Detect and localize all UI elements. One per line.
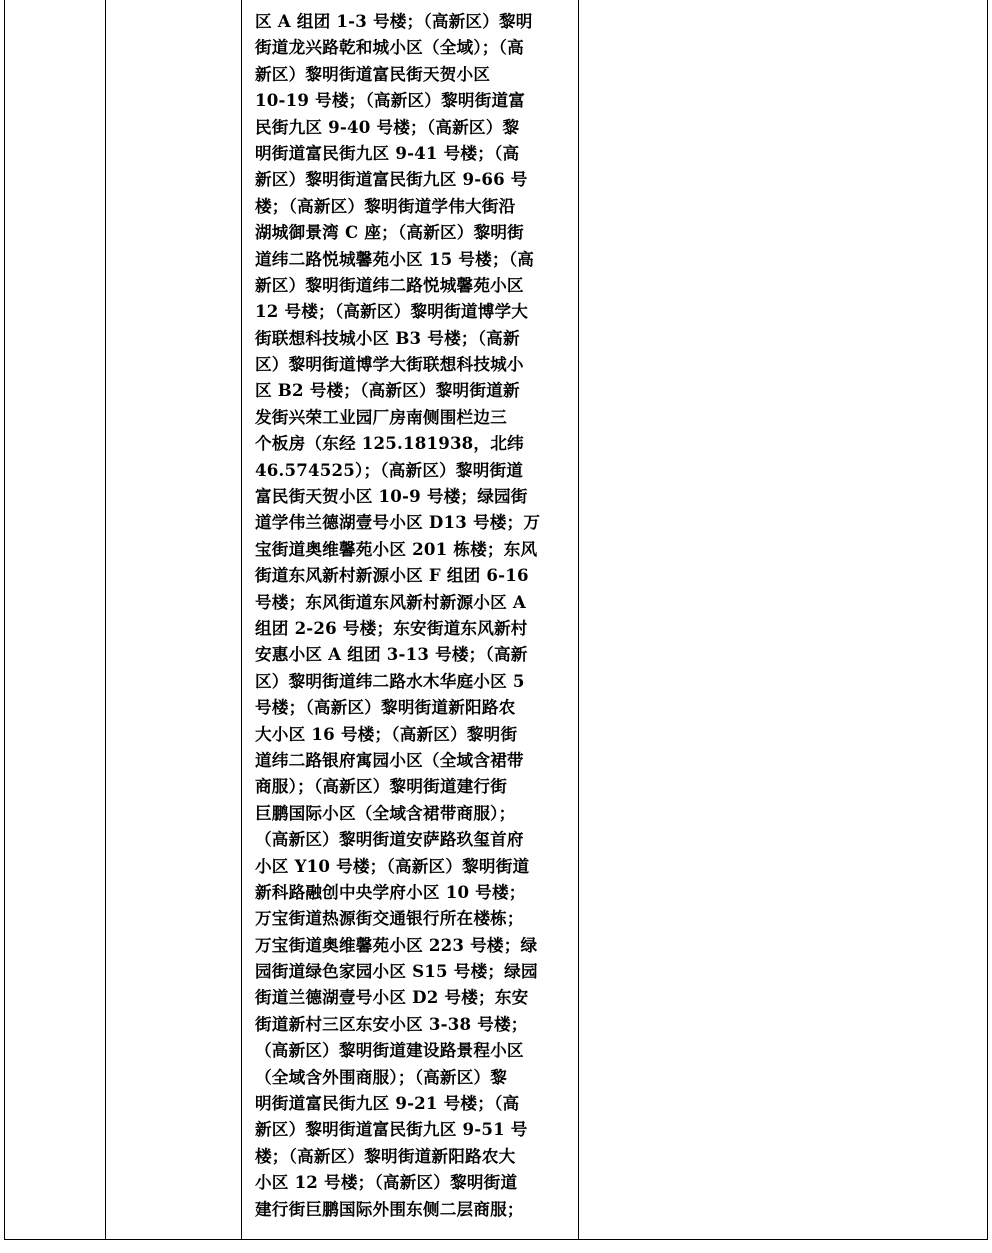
address-line: 万宝街道热源街交通银行所在楼栋；	[255, 908, 524, 929]
address-line: 安惠小区 A 组团 3-13 号楼；（高新	[255, 644, 528, 665]
address-line: 新区）黎明街道纬二路悦城馨苑小区	[255, 274, 524, 295]
address-line: 新科路融创中央学府小区 10 号楼；	[255, 881, 526, 902]
address-line: 楼；（高新区）黎明街道新阳路农大	[255, 1145, 516, 1166]
column-divider-1	[105, 0, 106, 1239]
address-line: 楼；（高新区）黎明街道学伟大街沿	[255, 195, 516, 216]
address-line: 大小区 16 号楼；（高新区）黎明街	[255, 723, 518, 744]
address-line: 道纬二路银府寓园小区（全域含裙带	[255, 749, 524, 770]
address-line: 建行街巨鹏国际外围东侧二层商服；	[255, 1198, 524, 1219]
address-line: 商服）；（高新区）黎明街道建行街	[255, 776, 508, 797]
address-line: 湖城御景湾 C 座；（高新区）黎明街	[255, 222, 524, 243]
address-line: 街道东风新村新源小区 F 组团 6-16	[255, 565, 529, 586]
data-table	[4, 0, 988, 1240]
address-line: 区）黎明街道纬二路水木华庭小区 5	[255, 670, 525, 691]
address-line: 民街九区 9-40 号楼；（高新区）黎	[255, 116, 520, 137]
column-divider-2	[241, 0, 242, 1239]
address-line: 新区）黎明街道富民街九区 9-66 号	[255, 169, 528, 190]
address-line: 街道龙兴路乾和城小区（全域）；（高	[255, 37, 524, 58]
address-line: 明街道富民街九区 9-21 号楼；（高	[255, 1093, 520, 1114]
address-line: 新区）黎明街道富民街九区 9-51 号	[255, 1119, 528, 1140]
address-line: 号楼；东风街道东风新村新源小区 A	[255, 591, 526, 612]
address-line: 巨鹏国际小区（全域含裙带商服）；	[255, 802, 516, 823]
address-line: 宝街道奥维馨苑小区 201 栋楼；东风	[255, 538, 538, 559]
address-line: （高新区）黎明街道安萨路玖玺首府	[255, 829, 524, 850]
address-line: 新区）黎明街道富民街天贺小区	[255, 63, 491, 84]
address-line: 园街道绿色家园小区 S15 号楼；绿园	[255, 961, 538, 982]
address-line: 明街道富民街九区 9-41 号楼；（高	[255, 142, 520, 163]
address-line: 组团 2-26 号楼；东安街道东风新村	[255, 617, 528, 638]
address-line: 12 号楼；（高新区）黎明街道博学大	[255, 301, 529, 322]
address-line: 道纬二路悦城馨苑小区 15 号楼；（高	[255, 248, 535, 269]
address-line: 万宝街道奥维馨苑小区 223 号楼；绿	[255, 934, 538, 955]
address-line: 区 A 组团 1-3 号楼；（高新区）黎明	[255, 11, 533, 31]
address-cell	[255, 8, 575, 1222]
address-line: 街道兰德湖壹号小区 D2 号楼；东安	[255, 987, 529, 1008]
address-line: 街联想科技城小区 B3 号楼；（高新	[255, 327, 520, 348]
address-line: 个板房（东经 125.181938，北纬	[255, 433, 524, 454]
address-line: 号楼；（高新区）黎明街道新阳路农	[255, 697, 516, 718]
address-line: 道学伟兰德湖壹号小区 D13 号楼；万	[255, 512, 541, 533]
address-line: 小区 12 号楼；（高新区）黎明街道	[255, 1172, 518, 1193]
address-line: 发街兴荣工业园厂房南侧围栏边三	[255, 406, 507, 427]
column-divider-3	[578, 0, 579, 1239]
address-line: 街道新村三区东安小区 3-38 号楼；	[255, 1013, 528, 1034]
address-line: 小区 Y10 号楼；（高新区）黎明街道	[255, 855, 530, 876]
address-line: （全域含外围商服）；（高新区）黎	[255, 1066, 508, 1087]
address-line: 区）黎明街道博学大街联想科技城小	[255, 354, 524, 375]
address-line: 富民街天贺小区 10-9 号楼；绿园街	[255, 486, 528, 507]
address-line: 46.574525）；（高新区）黎明街道	[255, 459, 524, 480]
address-line: 10-19 号楼；（高新区）黎明街道富	[255, 90, 526, 111]
address-line: 区 B2 号楼；（高新区）黎明街道新	[255, 380, 520, 401]
address-line: （高新区）黎明街道建设路景程小区	[255, 1040, 524, 1061]
